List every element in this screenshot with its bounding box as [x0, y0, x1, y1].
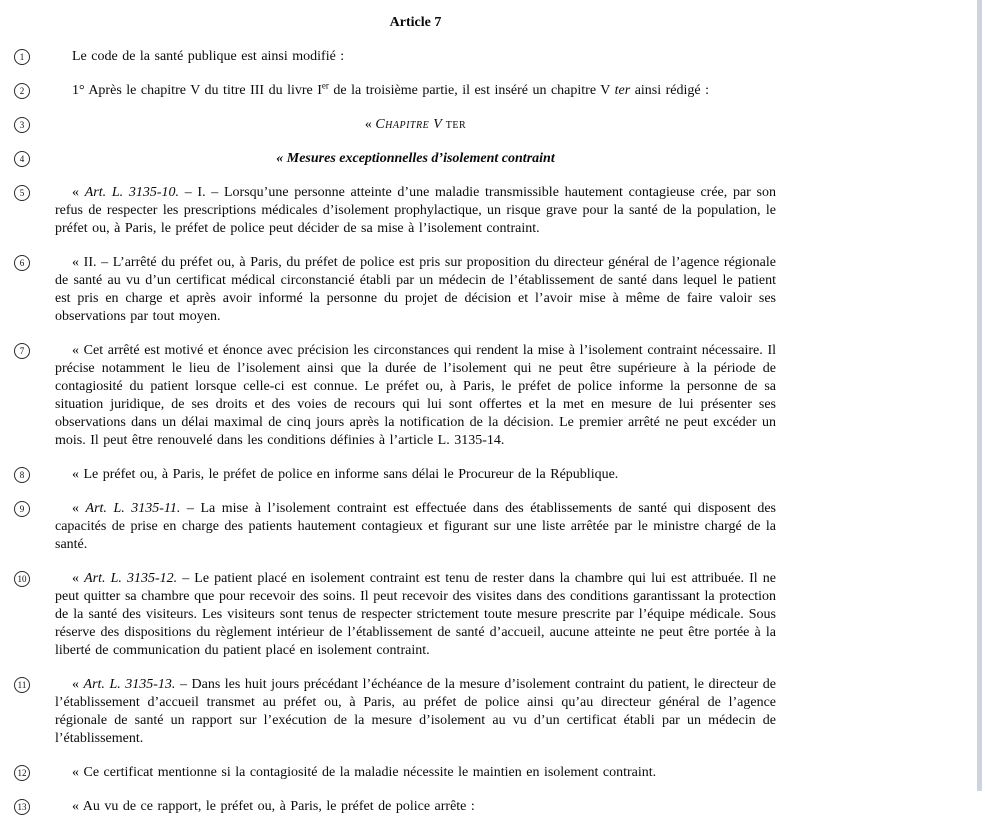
- paragraph: [19, 184, 776, 238]
- paragraph: [19, 342, 776, 450]
- alinea-number-badge: 11: [14, 677, 30, 693]
- article-title: Article 7: [389, 15, 442, 30]
- paragraph-text: 1° Après le chapitre V du titre III du livre Ier de la troisième partie, il est inséré un chapitre V ter ainsi rédigé :: [72, 80, 710, 98]
- alinea-number-badge: 13: [14, 799, 30, 815]
- paragraph: [17, 764, 776, 782]
- paragraph: [19, 80, 776, 100]
- alinea-number-badge: 9: [14, 501, 30, 517]
- paragraph: [17, 798, 776, 816]
- paragraph: [19, 150, 776, 168]
- paragraph-text: « Chapitre V ter: [364, 117, 467, 132]
- paragraph-text: « Cet arrêté est motivé et énonce avec précision les circonstances qui rendent la mise à l’isolement contraint nécessaire. Il précise notamment le lieu de l’isolement ainsi que la durée de l’isolement qui ne peut être supérieure à la période de contagiosité du patient lorsque celle-ci est connue. Le préfet ou, à Paris, le préfet de police informe la personne de sa situation juridique, de ses droits et des voies de recours qui lui sont offertes et la met en mesure de lui présenter ses observations dans un délai maximal de cinq jours après la notification de la décision. Le premier arrêté ne peut excéder un mois. Il peut être renouvelé dans les conditions définies à l’article L. 3135-14.: [55, 343, 776, 448]
- alinea-number-badge: 12: [14, 765, 30, 781]
- paragraph-text: « Art. L. 3135-12. – Le patient placé en isolement contraint est tenu de rester dans la chambre qui lui est attribuée. Il ne peut quitter sa chambre que pour recevoir des soins. Il peut recevoir des visites dans des conditions garantissant la protection de la santé des visiteurs. Les visiteurs sont tenus de respecter strictement toute mesure prescrite par l’équipe médicale. Sous réserve des dispositions du règlement intérieur de l’établissement de santé d’accueil, aucune atteinte ne peut être portée à la liberté de communication du patient placé en isolement contraint.: [55, 571, 776, 658]
- paragraph: [19, 466, 776, 484]
- paragraph-text: « Art. L. 3135-10. – I. – Lorsqu’une personne atteinte d’une maladie transmissible hautement contagieuse crée, par son refus de respecter les prescriptions médicales d’isolement prophylactique, un risque grave pour la santé de la population, le préfet ou, à Paris, le préfet de police peut décider de sa mise à l’isolement contraint.: [55, 185, 776, 236]
- paragraph-text: « Art. L. 3135-13. – Dans les huit jours précédant l’échéance de la mesure d’isolement contraint du patient, le directeur de l’établissement d’accueil transmet au préfet ou, à Paris, au préfet de police ainsi qu’au directeur général de l’agence régionale de santé un rapport sur l’exécution de la mesure d’isolement au vu d’un certificat établi par un médecin de l’établissement.: [55, 677, 777, 746]
- alinea-number-badge: 3: [14, 117, 30, 133]
- paragraph: [19, 116, 776, 134]
- alinea-number-badge: 4: [14, 151, 30, 167]
- paragraph-text: « Au vu de ce rapport, le préfet ou, à Paris, le préfet de police arrête :: [72, 799, 475, 814]
- alinea-number-badge: 8: [14, 467, 30, 483]
- paragraph-text: « Art. L. 3135-11. – La mise à l’isolement contraint est effectuée dans des établissements de santé qui disposent des capacités de prise en charge des patients hautement contagieux et figurant sur une liste arrêtée par le ministre chargé de la santé.: [55, 501, 776, 552]
- paragraph-text: Le code de la santé publique est ainsi modifié :: [72, 49, 345, 64]
- paragraph-text: « Ce certificat mentionne si la contagiosité de la maladie nécessite le maintien en isolement contraint.: [72, 765, 657, 780]
- paragraph-text: « II. – L’arrêté du préfet ou, à Paris, du préfet de police est pris sur proposition du directeur général de l’agence régionale de santé au vu d’un certificat médical circonstancié établi par un médecin de l’établissement de santé dans lequel le patient est pris en charge et après avoir informé la personne du projet de décision et l’avoir mise à même de faire valoir ses observations par tout moyen.: [55, 255, 776, 324]
- paragraph: [17, 570, 776, 660]
- document-body: [17, 48, 777, 816]
- document-page: [17, 0, 777, 816]
- scrollbar[interactable]: [977, 0, 982, 791]
- paragraph: [19, 48, 776, 66]
- alinea-number-badge: 10: [14, 571, 30, 587]
- alinea-number-badge: 2: [14, 83, 30, 99]
- paragraph: [19, 500, 776, 554]
- alinea-number-badge: 5: [14, 185, 30, 201]
- alinea-number-badge: 1: [14, 49, 30, 65]
- paragraph: [17, 676, 777, 748]
- paragraph: [19, 254, 776, 326]
- paragraph-text: « Le préfet ou, à Paris, le préfet de police en informe sans délai le Procureur de la République.: [72, 467, 619, 482]
- alinea-number-badge: 7: [14, 343, 30, 359]
- paragraph-text: « Mesures exceptionnelles d’isolement contraint: [276, 151, 555, 166]
- alinea-number-badge: 6: [14, 255, 30, 271]
